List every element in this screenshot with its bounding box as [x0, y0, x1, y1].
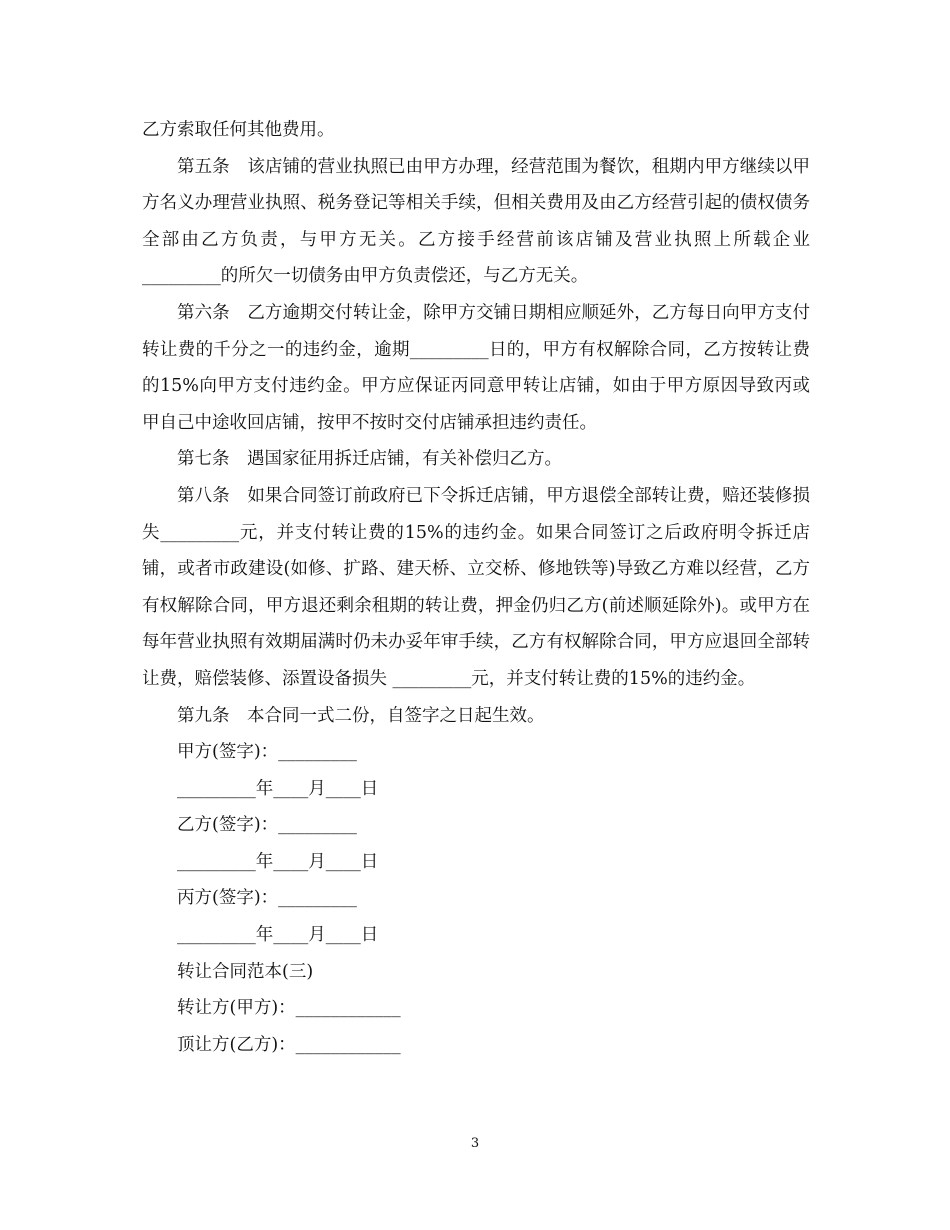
article-6-paragraph: 第六条 乙方逾期交付转让金，除甲方交铺日期相应顺延外，乙方每日向甲方支付转让费的千分之一的违约金，逾期_________日的，甲方有权解除合同，乙方按转让费的15%向甲方支付违约金。甲方应保证丙同意甲转让店铺，如由于甲方原因导致丙或甲自己中途收回店铺，按甲不按时交付店铺承担违约责任。	[142, 302, 810, 433]
transferee-line: 顶让方(乙方)：____________	[177, 1034, 401, 1055]
party-b-signature-line: 乙方(签字)：_________	[177, 815, 357, 836]
party-a-signature-line: 甲方(签字)：_________	[177, 742, 357, 763]
party-b-date-line: _________年____月____日	[177, 851, 379, 872]
party-a-date-line: _________年____月____日	[177, 778, 379, 799]
article-9-paragraph: 第九条 本合同一式二份，自签字之日起生效。	[177, 705, 545, 726]
article-8-paragraph: 第八条 如果合同签订前政府已下令拆迁店铺，甲方退偿全部转让费，赔还装修损失_________元，并支付转让费的15%的违约金。如果合同签订之后政府明令拆迁店铺，或者市政建设(如修、扩路、建天桥、立交桥、修地铁等)导致乙方难以经营，乙方有权解除合同，甲方退还剩余租期的转让费，押金仍归乙方(前述顺延除外)。或甲方在每年营业执照有效期届满时仍未办妥年审手续，乙方有权解除合同，甲方应退回全部转让费，赔偿装修、添置设备损失 _________元，并支付转让费的15%的违约金。	[142, 485, 810, 689]
party-c-signature-line: 丙方(签字)：_________	[177, 888, 357, 909]
article-5-paragraph: 第五条 该店铺的营业执照已由甲方办理，经营范围为餐饮，租期内甲方继续以甲方名义办理营业执照、税务登记等相关手续，但相关费用及由乙方经营引起的债权债务全部由乙方负责，与甲方无关。乙方接手经营前该店铺及营业执照上所载企业_________的所欠一切债务由甲方负责偿还，与乙方无关。	[142, 156, 810, 287]
page-number: 3	[470, 1136, 480, 1151]
template-heading: 转让合同范本(三)	[177, 961, 314, 982]
article-7-paragraph: 第七条 遇国家征用拆迁店铺，有关补偿归乙方。	[177, 449, 562, 470]
party-c-date-line: _________年____月____日	[177, 925, 379, 946]
paragraph-continuation: 乙方索取任何其他费用。	[142, 120, 335, 140]
contract-body	[142, 112, 810, 1063]
transferor-line: 转让方(甲方)：____________	[177, 998, 401, 1019]
